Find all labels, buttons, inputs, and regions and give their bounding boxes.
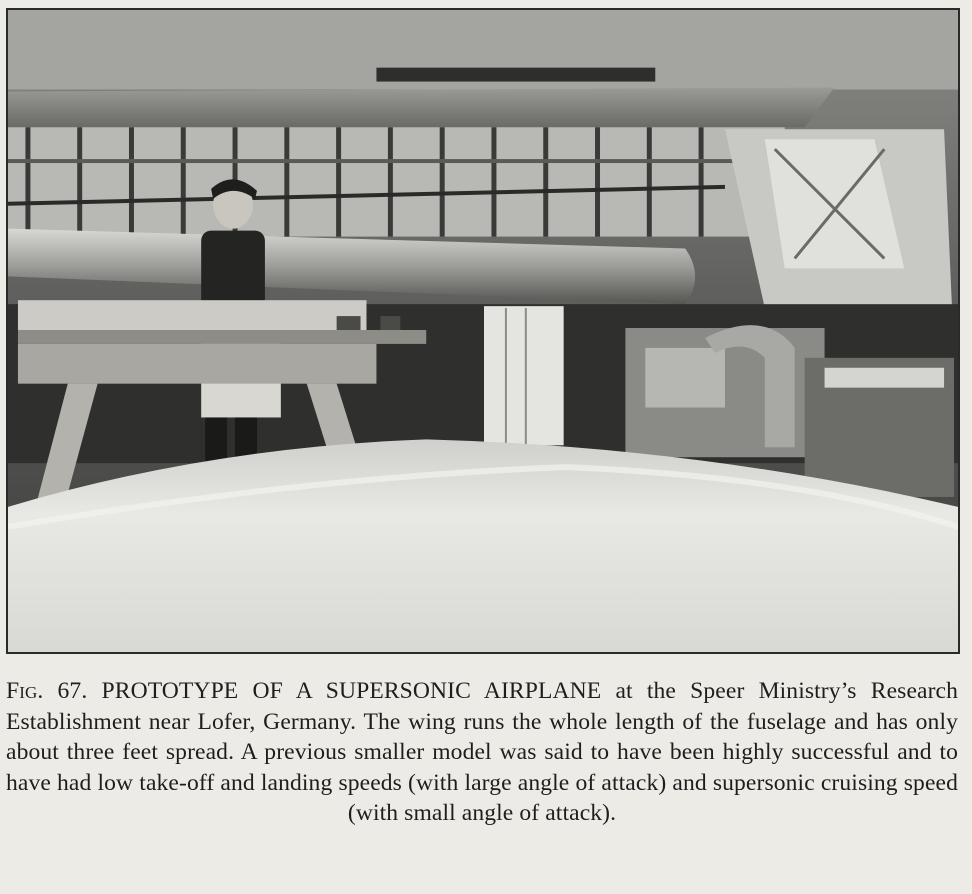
photograph-drawing xyxy=(8,10,958,652)
wing-upper-panel xyxy=(8,88,835,128)
stacked-boards xyxy=(484,306,564,445)
figure-label: Fig. 67. xyxy=(6,678,88,704)
figure-body: at the Speer Ministry’s Research Establishment near Lofer, Germany. The wing runs the whole length of the fuselage and has only about three feet spread. A previous smaller model was said to have been highly successful and to have had low take-off and landing speeds (with large angle of attack) and supersonic cruising speed (with small angle of attack). xyxy=(6,678,959,827)
wing-frame xyxy=(8,127,785,236)
prototype-photograph xyxy=(6,8,960,654)
figure-title: PROTOTYPE OF A SUPERSONIC AIRPLANE xyxy=(101,678,602,704)
roof-beam xyxy=(376,68,655,82)
wing-stringer xyxy=(8,159,785,163)
figure-caption xyxy=(6,676,958,829)
